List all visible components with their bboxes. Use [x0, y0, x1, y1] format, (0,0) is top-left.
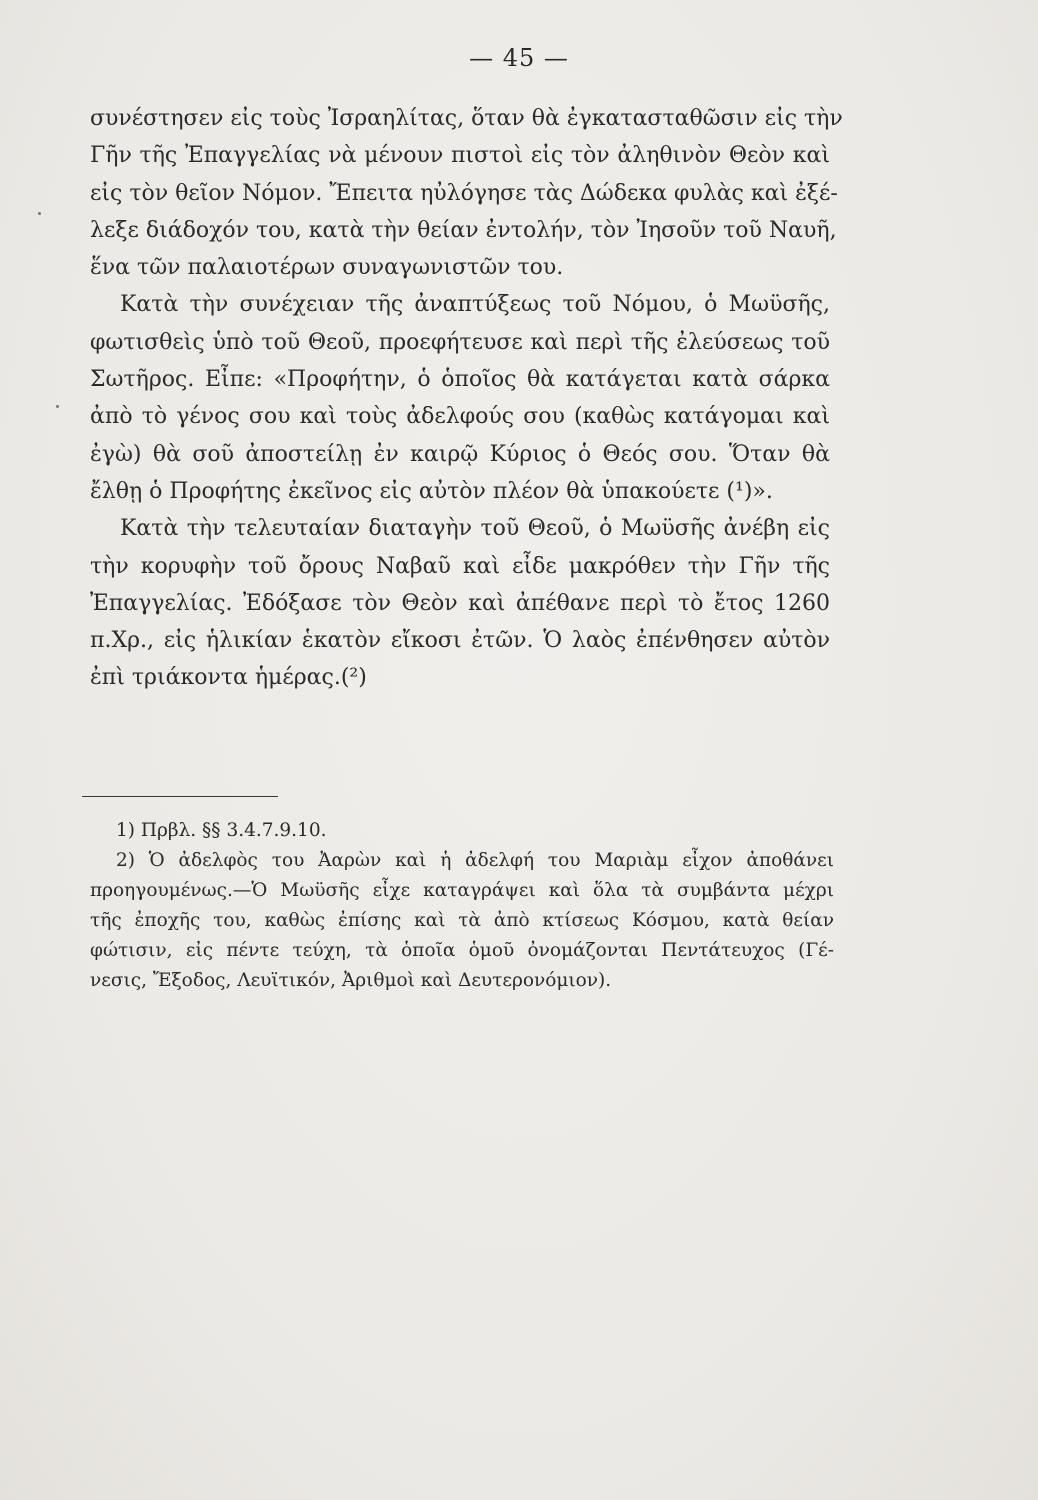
text-line: π.Χρ., εἰς ἡλικίαν ἑκατὸν εἴκοσι ἐτῶν. Ὁ λαὸς ἐπένθησεν αὐτὸν — [90, 628, 830, 654]
text-line: Ἐπαγγελίας. Ἐδόξασε τὸν Θεὸν καὶ ἀπέθανε περὶ τὸ ἔτος 1260 — [90, 590, 830, 616]
text-line: συνέστησεν εἰς τοὺς Ἰσραηλίτας, ὅταν θὰ ἐγκατασταθῶσιν εἰς τὴν — [90, 106, 843, 131]
main-text — [90, 100, 843, 697]
footnotes — [90, 816, 834, 996]
text-line: εἰς τὸν θεῖον Νόμον. Ἔπειτα ηὐλόγησε τὰς Δώδεκα φυλὰς καὶ ἐξέ- — [90, 180, 838, 206]
text-line: ἐπὶ τριάκοντα ἡμέρας.(²) — [90, 665, 367, 691]
text-line: Σωτῆρος. Εἶπε: «Προφήτην, ὁ ὁποῖος θὰ κατάγεται κατὰ σάρκα — [90, 367, 830, 393]
text-line: ἕνα τῶν παλαιοτέρων συναγωνιστῶν του. — [90, 255, 564, 281]
text-line: ἀπὸ τὸ γένος σου καὶ τοὺς ἀδελφούς σου (καθὼς κατάγομαι καὶ — [90, 404, 830, 430]
footnote-line: τῆς ἐποχῆς του, καθὼς ἐπίσης καὶ τὰ ἀπὸ κτίσεως Κόσμου, κατὰ θείαν — [90, 910, 834, 931]
text-line: Γῆν τῆς Ἐπαγγελίας νὰ μένουν πιστοὶ εἰς τὸν ἀληθινὸν Θεὸν καὶ — [90, 143, 830, 169]
footnote-line: φώτισιν, εἰς πέντε τεύχη, τὰ ὁποῖα ὁμοῦ ὀνομάζονται Πεντάτευχος (Γέ- — [90, 940, 834, 961]
text-line: ἐγὼ) θὰ σοῦ ἀποστείλῃ ἐν καιρῷ Κύριος ὁ Θεός σου. Ὅταν θὰ — [90, 441, 830, 467]
page-number: — 45 — — [469, 44, 569, 72]
footnote-separator — [82, 796, 278, 797]
text-line: φωτισθεὶς ὑπὸ τοῦ Θεοῦ, προεφήτευσε καὶ περὶ τῆς ἐλεύσεως τοῦ — [90, 329, 830, 355]
footnote-line: νεσις, Ἔξοδος, Λευϊτικόν, Ἀριθμοὶ καὶ Δευτερονόμιον). — [90, 970, 612, 991]
paper-speck — [56, 405, 59, 408]
text-line: τὴν κορυφὴν τοῦ ὄρους Ναβαῦ καὶ εἶδε μακρόθεν τὴν Γῆν τῆς — [90, 553, 830, 579]
footnote-line: 2) Ὁ ἀδελφὸς του Ἀαρὼν καὶ ἡ ἀδελφή του Μαριὰμ εἶχον ἀποθάνει — [116, 850, 834, 871]
text-line: Κατὰ τὴν συνέχειαν τῆς ἀναπτύξεως τοῦ Νόμου, ὁ Μωϋσῆς, — [120, 292, 830, 318]
text-line: ἔλθῃ ὁ Προφήτης ἐκεῖνος εἰς αὐτὸν πλέον θὰ ὑπακούετε (¹)». — [90, 478, 773, 504]
paper-speck — [38, 212, 41, 215]
footnote-line: προηγουμένως.—Ὁ Μωϋσῆς εἶχε καταγράψει καὶ ὅλα τὰ συμβάντα μέχρι — [90, 880, 834, 901]
text-line: Κατὰ τὴν τελευταίαν διαταγὴν τοῦ Θεοῦ, ὁ Μωϋσῆς ἀνέβη εἰς — [120, 516, 830, 542]
text-line: λεξε διάδοχόν του, κατὰ τὴν θείαν ἐντολήν, τὸν Ἰησοῦν τοῦ Ναυῆ, — [90, 217, 837, 243]
footnote-line: 1) Πρβλ. §§ 3.4.7.9.10. — [116, 820, 327, 841]
